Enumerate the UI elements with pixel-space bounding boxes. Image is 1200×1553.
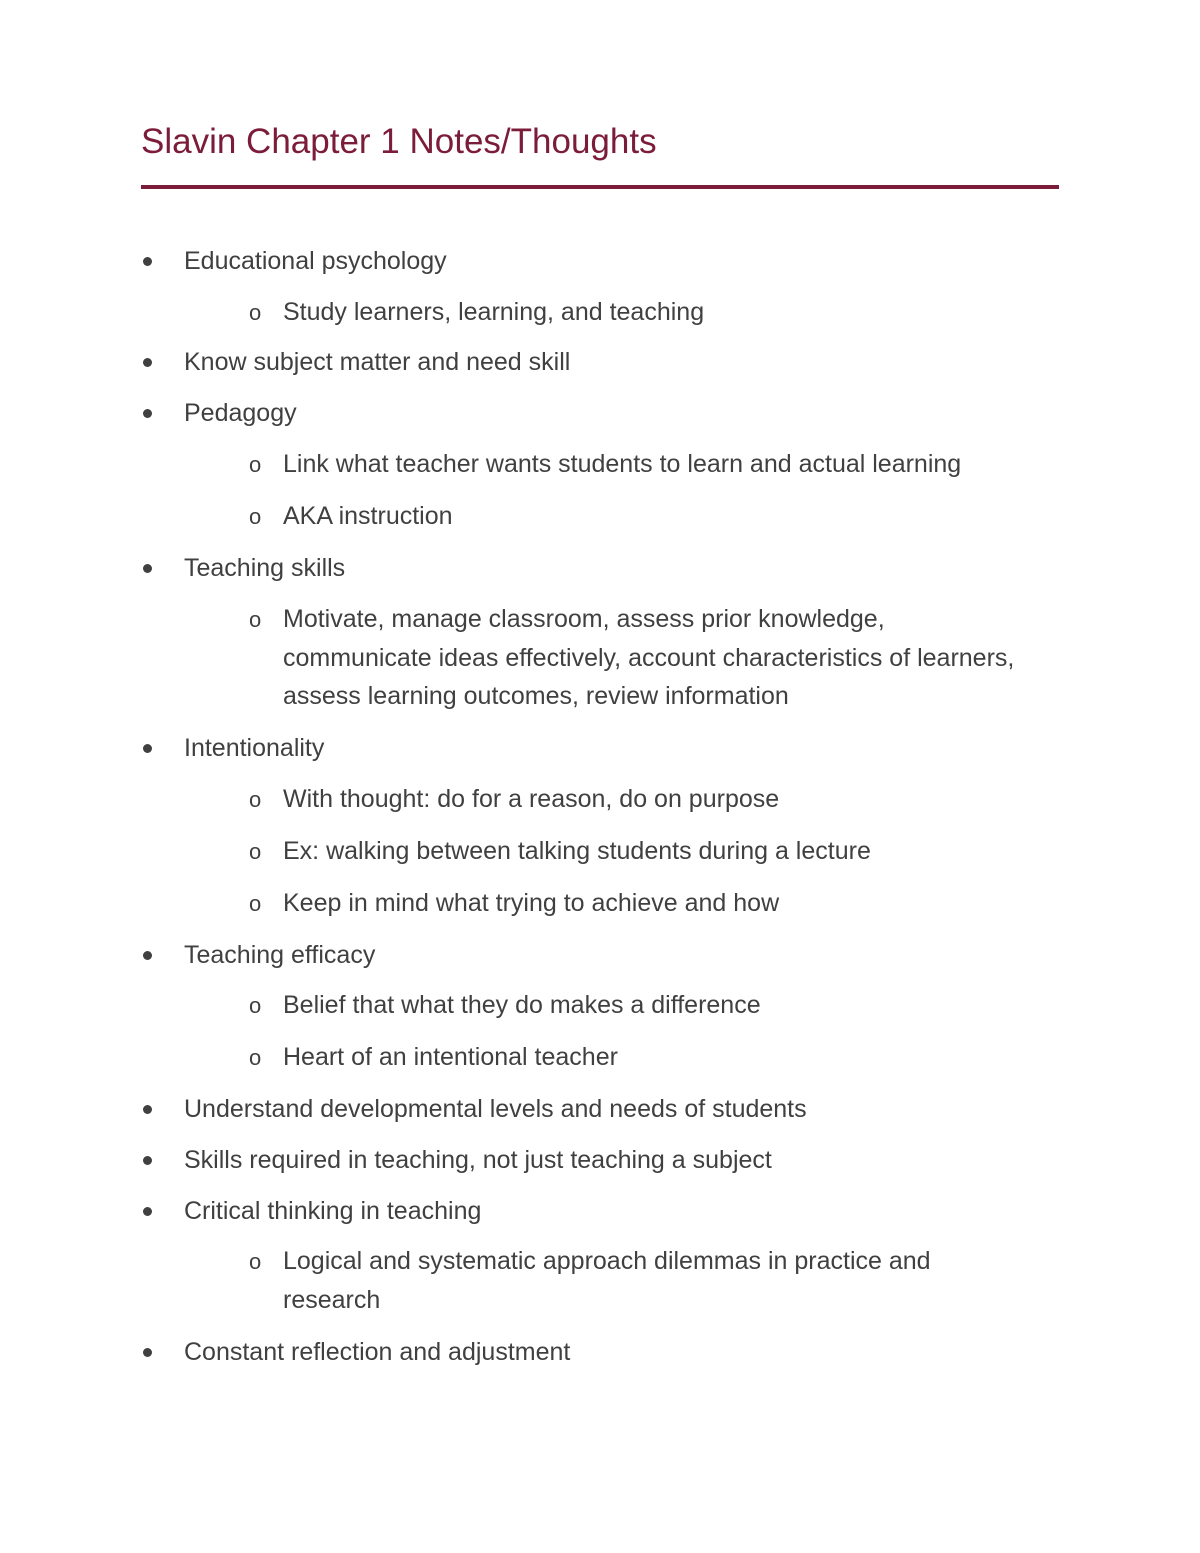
bullet-dot-icon bbox=[143, 564, 152, 573]
sub-bullet-marker: o bbox=[249, 504, 262, 529]
list-item-text: With thought: do for a reason, do on purpose bbox=[283, 785, 780, 813]
list-item-text: Constant reflection and adjustment bbox=[184, 1338, 571, 1366]
list-item-text: Know subject matter and need skill bbox=[184, 348, 571, 376]
sub-bullet-marker: o bbox=[249, 1045, 262, 1070]
list-item bbox=[184, 1192, 1054, 1231]
sub-bullet-marker: o bbox=[249, 1249, 262, 1274]
list-item-text: Keep in mind what trying to achieve and how bbox=[283, 889, 780, 917]
list-item-text: Logical and systematic approach dilemmas in practice and research bbox=[283, 1247, 931, 1314]
list-item-text: Study learners, learning, and teaching bbox=[283, 298, 705, 326]
sub-list-item bbox=[249, 986, 1023, 1025]
sub-list-item bbox=[249, 1242, 1023, 1319]
sub-bullet-marker: o bbox=[249, 607, 262, 632]
list-item-text: Heart of an intentional teacher bbox=[283, 1043, 618, 1071]
sub-bullet-marker: o bbox=[249, 839, 262, 864]
sub-bullet-marker: o bbox=[249, 300, 262, 325]
list-item bbox=[184, 343, 1054, 382]
list-item bbox=[184, 1333, 1054, 1372]
list-item-text: Belief that what they do makes a difference bbox=[283, 991, 761, 1019]
list-item-text: Educational psychology bbox=[184, 247, 447, 275]
list-item-text: Link what teacher wants students to learn and actual learning bbox=[283, 450, 962, 478]
sub-bullet-marker: o bbox=[249, 787, 262, 812]
bullet-dot-icon bbox=[143, 744, 152, 753]
list-item-text: Motivate, manage classroom, assess prior knowledge, communicate ideas effectively, account characteristics of learners, assess learning outcomes, review information bbox=[283, 605, 1015, 710]
list-item-text: Ex: walking between talking students during a lecture bbox=[283, 837, 871, 865]
list-item-text: Intentionality bbox=[184, 734, 325, 762]
sub-list-item bbox=[249, 293, 1023, 332]
list-item bbox=[184, 549, 1054, 588]
bullet-dot-icon bbox=[143, 1348, 152, 1357]
list-item-text: Teaching skills bbox=[184, 554, 346, 582]
title-divider bbox=[141, 185, 1059, 189]
bullet-dot-icon bbox=[143, 1207, 152, 1216]
list-item-text: Critical thinking in teaching bbox=[184, 1197, 482, 1225]
list-item bbox=[184, 394, 1054, 433]
list-item-text: Pedagogy bbox=[184, 399, 297, 427]
sub-list-item bbox=[249, 780, 1023, 819]
bullet-dot-icon bbox=[143, 1105, 152, 1114]
list-item bbox=[184, 936, 1054, 975]
list-item bbox=[184, 242, 1054, 281]
bullet-dot-icon bbox=[143, 409, 152, 418]
bullet-dot-icon bbox=[143, 951, 152, 960]
page-title: Slavin Chapter 1 Notes/Thoughts bbox=[141, 122, 657, 161]
sub-list-item bbox=[249, 884, 1023, 923]
list-item bbox=[184, 729, 1054, 768]
sub-bullet-marker: o bbox=[249, 891, 262, 916]
list-item bbox=[184, 1090, 1054, 1129]
list-item-text: AKA instruction bbox=[283, 502, 453, 530]
list-item-text: Understand developmental levels and needs of students bbox=[184, 1095, 807, 1123]
sub-list-item bbox=[249, 497, 1023, 536]
list-item-text: Skills required in teaching, not just teaching a subject bbox=[184, 1146, 772, 1174]
sub-list-item bbox=[249, 445, 1023, 484]
bullet-dot-icon bbox=[143, 1156, 152, 1165]
sub-bullet-marker: o bbox=[249, 993, 262, 1018]
list-item-text: Teaching efficacy bbox=[184, 941, 376, 969]
sub-list-item bbox=[249, 600, 1023, 716]
sub-list-item bbox=[249, 832, 1023, 871]
sub-list-item bbox=[249, 1038, 1023, 1077]
sub-bullet-marker: o bbox=[249, 452, 262, 477]
list-item bbox=[184, 1141, 1054, 1180]
bullet-dot-icon bbox=[143, 257, 152, 266]
bullet-dot-icon bbox=[143, 358, 152, 367]
